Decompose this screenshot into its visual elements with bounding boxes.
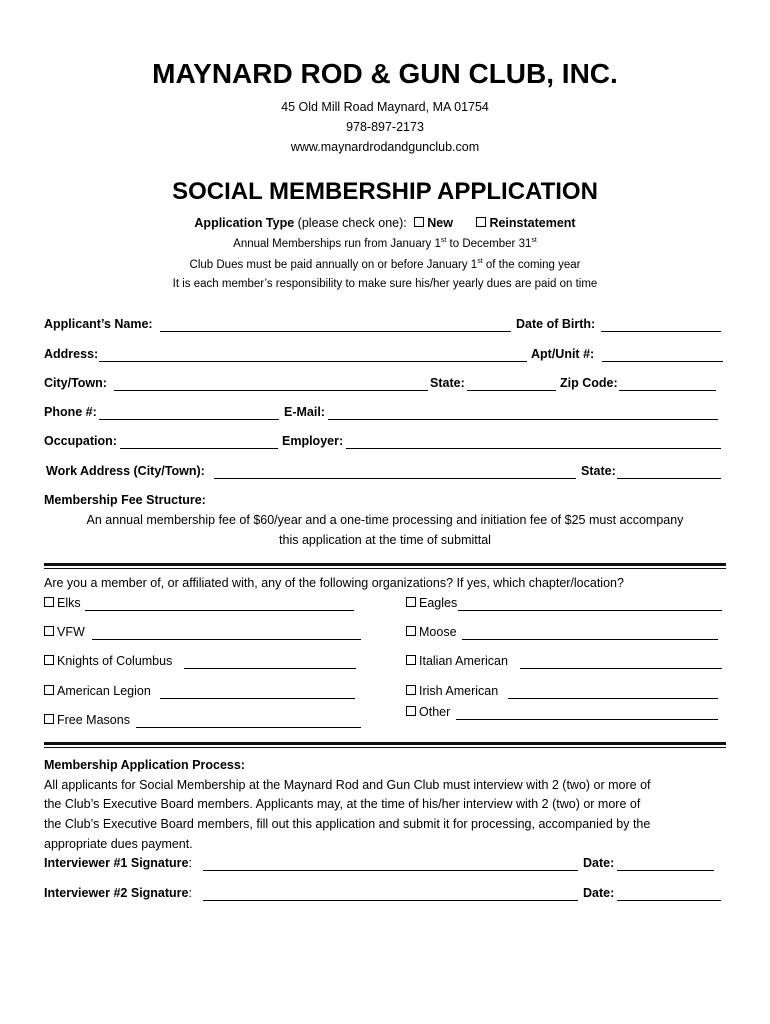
free-masons-label: Free Masons [57,713,130,727]
interviewer-1-text: Interviewer #1 Signature [44,856,189,870]
interviewer-2-date-label: Date: [583,886,615,900]
zip-field[interactable] [619,390,716,391]
affiliation-question: Are you a member of, or affiliated with, any of the following organizations? If yes, which chapter/location? [44,576,624,590]
work-state-field[interactable] [617,478,721,479]
interviewer-2-date-field[interactable] [617,900,721,901]
club-address: 45 Old Mill Road Maynard, MA 01754 [281,100,489,114]
italian-american-field[interactable] [520,668,722,669]
moose-field[interactable] [462,639,718,640]
section-divider-1b [44,568,726,569]
reinstatement-label: Reinstatement [489,216,576,230]
address-label: Address: [44,347,99,361]
zip-label: Zip Code: [560,376,618,390]
interviewer-2-colon: : [188,886,192,900]
note-line-2 [0,258,770,271]
other-field[interactable] [456,719,718,720]
note-line-1 [0,237,770,250]
elks-label: Elks [57,596,81,610]
note-sup-3: st [477,258,483,265]
phone-field[interactable] [99,419,279,420]
elks-checkbox[interactable] [44,596,81,610]
interviewer-1-date-label: Date: [583,856,615,870]
new-checkbox[interactable] [414,216,453,230]
email-field[interactable] [328,419,718,420]
email-label: E-Mail: [284,405,325,419]
note-line-1b: to December 31 [446,237,532,250]
note-line-2b: of the coming year [482,258,581,271]
process-line-4: appropriate dues payment. [44,837,193,851]
section-divider-2 [44,742,726,745]
elks-field[interactable] [85,610,354,611]
reinstatement-checkbox[interactable] [476,216,575,230]
applicant-name-label: Applicant’s Name: [44,317,153,331]
other-checkbox[interactable] [406,705,450,719]
applicant-name-field[interactable] [160,331,511,332]
process-line-2: the Club’s Executive Board members. Applicants may, at the time of his/her interview with 2 (two) or more of [44,797,641,811]
vfw-label: VFW [57,625,85,639]
work-state-label: State: [581,464,616,478]
club-title: MAYNARD ROD & GUN CLUB, INC. [152,58,618,89]
interviewer-2-label [44,886,192,900]
club-phone: 978-897-2173 [346,120,424,134]
interviewer-2-text: Interviewer #2 Signature [44,886,189,900]
eagles-checkbox[interactable] [406,596,457,610]
occupation-label: Occupation: [44,434,117,448]
employer-field[interactable] [346,448,721,449]
note-line-3: It is each member’s responsibility to make sure his/her yearly dues are paid on time [172,278,598,290]
dob-label: Date of Birth: [516,317,596,331]
irish-american-field[interactable] [508,698,718,699]
form-title: SOCIAL MEMBERSHIP APPLICATION [172,178,598,205]
kofc-checkbox[interactable] [44,654,172,668]
moose-checkbox[interactable] [406,625,457,639]
interviewer-1-date-field[interactable] [617,870,714,871]
section-divider-2b [44,747,726,748]
application-type-row [0,216,770,230]
apt-label: Apt/Unit #: [531,347,595,361]
process-line-1: All applicants for Social Membership at the Maynard Rod and Gun Club must interview with 2 (two) or more of [44,778,651,792]
eagles-label: Eagles [419,596,458,610]
phone-label: Phone #: [44,405,97,419]
employer-label: Employer: [282,434,344,448]
fee-heading: Membership Fee Structure: [44,493,206,507]
city-field[interactable] [114,390,428,391]
free-masons-checkbox[interactable] [44,713,130,727]
fee-line-2: this application at the time of submittal [279,533,491,547]
application-type-label: Application Type [194,216,295,230]
address-field[interactable] [99,361,527,362]
club-website: www.maynardrodandgunclub.com [290,140,480,154]
process-line-3: the Club’s Executive Board members, fill out this application and submit it for processing, accompanied by the [44,817,651,831]
american-legion-field[interactable] [160,698,355,699]
dob-field[interactable] [601,331,721,332]
fee-line-1: An annual membership fee of $60/year and a one-time processing and initiation fee of $25 must accompany [86,513,684,527]
interviewer-1-colon: : [188,856,192,870]
apt-field[interactable] [602,361,723,362]
work-address-label: Work Address (City/Town): [46,464,205,478]
italian-american-label: Italian American [419,654,508,668]
interviewer-1-signature-field[interactable] [203,870,578,871]
state-field[interactable] [467,390,556,391]
american-legion-label: American Legion [57,684,151,698]
state-label: State: [430,376,465,390]
section-divider-1 [44,563,726,566]
moose-label: Moose [419,625,457,639]
interviewer-1-label [44,856,192,870]
free-masons-field[interactable] [136,727,361,728]
vfw-checkbox[interactable] [44,625,85,639]
kofc-field[interactable] [184,668,356,669]
interviewer-2-signature-field[interactable] [203,900,578,901]
irish-american-checkbox[interactable] [406,684,498,698]
kofc-label: Knights of Columbus [57,654,173,668]
note-sup-1: st [440,237,447,244]
application-type-instruction: (please check one): [297,216,407,230]
note-line-2a: Club Dues must be paid annually on or before January 1 [189,258,478,271]
new-label: New [427,216,453,230]
vfw-field[interactable] [92,639,361,640]
occupation-field[interactable] [120,448,278,449]
irish-american-label: Irish American [419,684,499,698]
note-line-1a: Annual Memberships run from January 1 [233,237,441,250]
process-heading: Membership Application Process: [44,758,245,772]
american-legion-checkbox[interactable] [44,684,151,698]
work-address-field[interactable] [214,478,576,479]
eagles-field[interactable] [458,610,722,611]
italian-american-checkbox[interactable] [406,654,508,668]
note-sup-2: st [531,237,537,244]
city-label: City/Town: [44,376,107,390]
other-label: Other [419,705,451,719]
